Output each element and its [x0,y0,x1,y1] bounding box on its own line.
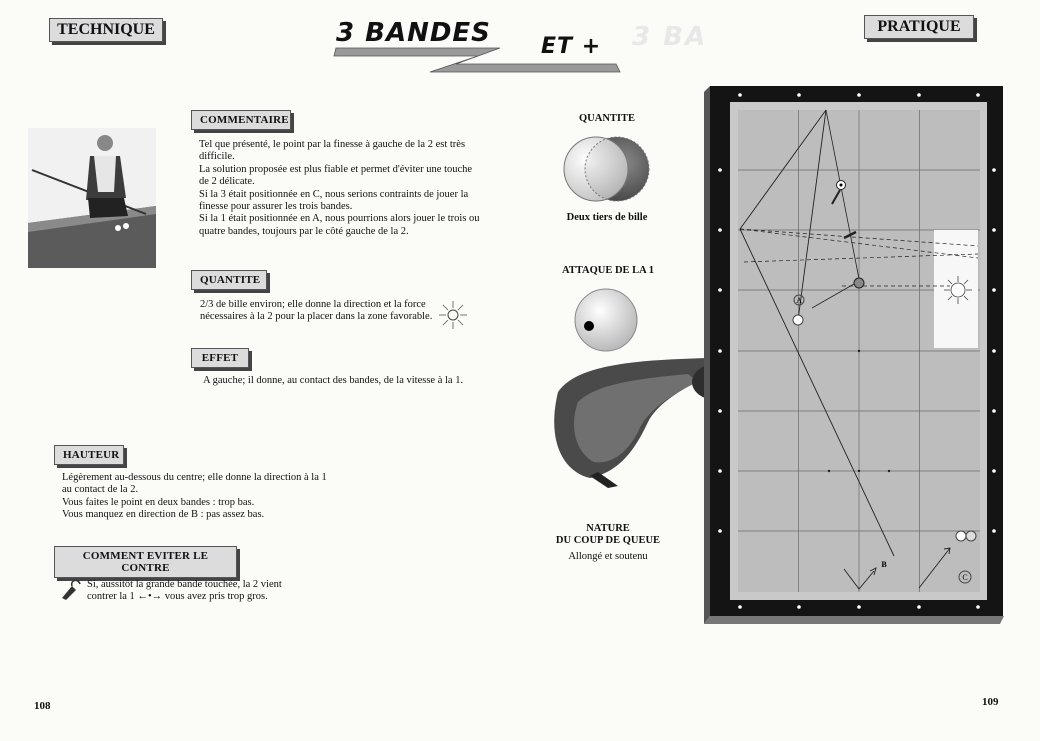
contre-line-2a: contrer la 1 [87,591,135,603]
quantite-diagram-title: QUANTITE [578,113,635,124]
commentaire-line-1: Tel que présenté, le point par la finesse à gauche de la 2 est très difficile. [199,139,466,163]
contre-line-2b: vous avez pris trop gros. [164,591,268,603]
hauteur-heading: HAUTEUR [54,445,124,465]
contre-heading: COMMENT EVITER LE CONTRE [54,546,237,578]
hauteur-line-1: Légèrement au-dessous du centre; elle donne la direction à la 1 au contact de la 2. [62,472,327,496]
double-arrow-icon: ←•→ [137,591,163,603]
quantite-text: 2/3 de bille environ; elle donne la direction et la force nécessaires à la 2 pour la placer dans la zone favorable. [200,299,433,323]
ball-overlap-diagram [560,134,654,206]
contre-line-1: Si, aussitôt la grande bande touchée, la 2 vient [87,579,282,590]
commentaire-line-4: Si la 1 était positionnée en A, nous pourrions alors jouer le trois ou quatre bandes, toujours par le côté gauche de la 2. [199,213,480,237]
attaque-title: ATTAQUE DE LA 1 [561,265,655,276]
show-through-text: 3 BA [632,22,708,52]
hauteur-line-3: Vous manquez en direction de B : pas assez bas. [62,509,265,521]
commentaire-line-3: Si la 3 était positionnée en C, nous serions contraints de jouer la finesse pour assurer les trois bandes. [199,188,469,213]
commentaire-heading: COMMENTAIRE [191,110,291,130]
hauteur-line-2: Vous faites le point en deux bandes : trop bas. [62,496,255,508]
contre-line-2 [87,591,327,603]
quantite-heading: QUANTITE [191,270,267,290]
nature-title-1: NATURE [586,523,630,534]
page-title: 3 BANDES [336,18,491,48]
page-title-suffix: ET + [541,34,602,59]
quantite-diagram-caption: Deux tiers de bille [566,212,648,223]
nature-caption: Allongé et soutenu [568,551,648,562]
commentaire-line-2: La solution proposée est plus fiable et permet d'éviter une touche de 2 délicate. [199,163,473,188]
page-number-left: 108 [34,700,51,712]
contre-text [87,579,327,604]
player-photo [28,128,156,268]
technique-tag: TECHNIQUE [49,18,163,42]
hauteur-text [62,472,337,522]
commentaire-text [199,139,484,238]
label-a: A [796,296,802,305]
effet-heading: EFFET [191,348,249,368]
label-c: C [962,573,968,582]
nature-title-2: DU COUP DE QUEUE [555,535,661,546]
effet-text: A gauche; il donne, au contact des bandes, de la vitesse à la 1. [203,375,464,386]
billiard-table-diagram [704,86,1004,626]
target-burst-icon [438,300,468,330]
page-number-right: 109 [982,696,999,708]
cue-tip-icon [58,576,84,602]
pratique-tag: PRATIQUE [864,15,974,39]
title-bolt [330,44,630,78]
label-b: B [881,560,887,569]
